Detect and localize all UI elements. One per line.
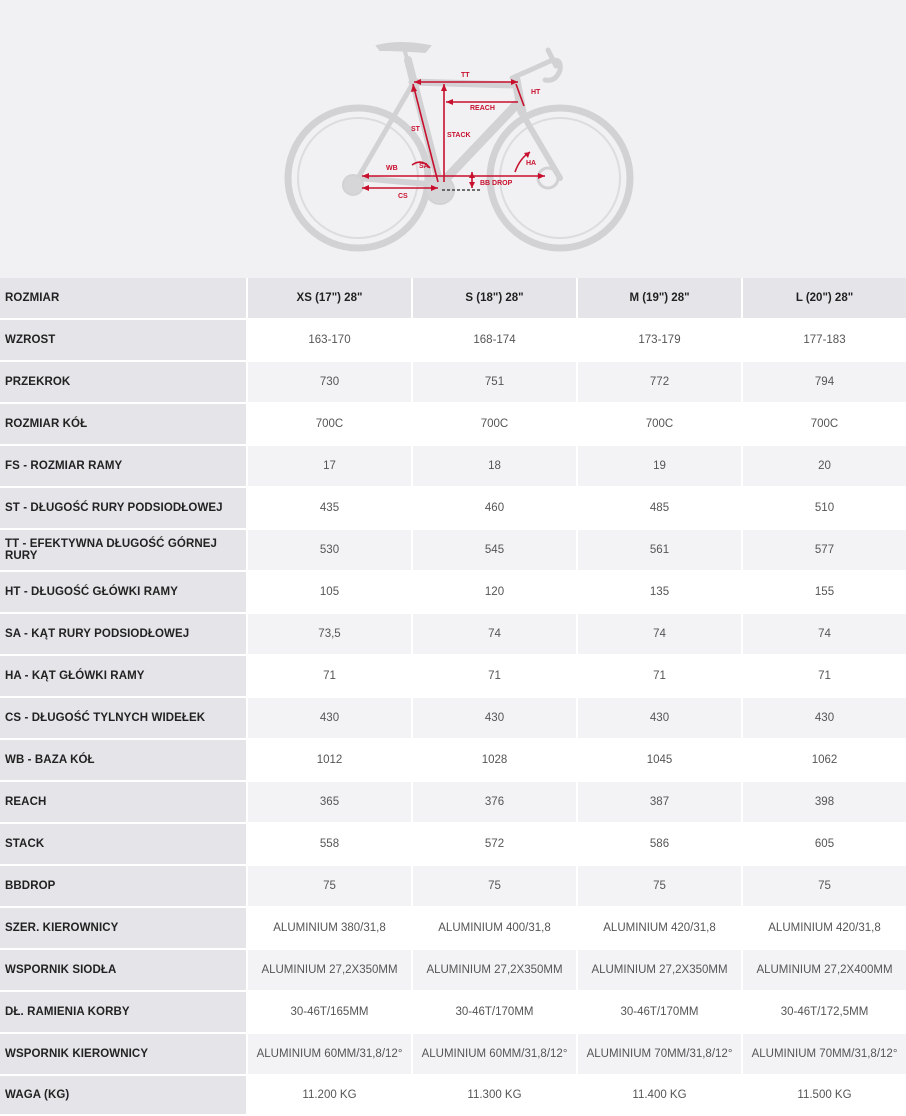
row-label: WSPORNIK SIODŁA bbox=[0, 950, 246, 992]
cell-value: 30-46T/172,5MM bbox=[743, 992, 906, 1034]
cell-value: 17 bbox=[248, 446, 411, 488]
cell-value: 173-179 bbox=[578, 320, 741, 362]
row-label: WAGA (KG) bbox=[0, 1076, 246, 1116]
cell-value: 11.300 KG bbox=[413, 1076, 576, 1116]
cell-value: ALUMINIUM 60MM/31,8/12° bbox=[413, 1034, 576, 1076]
table-row bbox=[0, 908, 906, 950]
cell-value: 700C bbox=[248, 404, 411, 446]
geometry-diagram-panel bbox=[0, 0, 906, 278]
wb-label: WB bbox=[386, 165, 398, 172]
row-label: REACH bbox=[0, 782, 246, 824]
bike-geometry-diagram bbox=[0, 0, 906, 278]
row-label: ST - DŁUGOŚĆ RURY PODSIODŁOWEJ bbox=[0, 488, 246, 530]
ha-label: HA bbox=[526, 160, 537, 167]
cell-value: 168-174 bbox=[413, 320, 576, 362]
geometry-table bbox=[0, 278, 906, 1116]
row-label: ROZMIAR KÓŁ bbox=[0, 404, 246, 446]
cell-value: 105 bbox=[248, 572, 411, 614]
cell-value: ALUMINIUM 400/31,8 bbox=[413, 908, 576, 950]
cell-value: 1045 bbox=[578, 740, 741, 782]
table-row bbox=[0, 950, 906, 992]
cell-value: 75 bbox=[248, 866, 411, 908]
table-header-row bbox=[0, 278, 906, 320]
row-label: WSPORNIK KIEROWNICY bbox=[0, 1034, 246, 1076]
cell-value: ALUMINIUM 380/31,8 bbox=[248, 908, 411, 950]
cell-value: 510 bbox=[743, 488, 906, 530]
header-label-rozmiar: ROZMIAR bbox=[0, 278, 246, 320]
cell-value: ALUMINIUM 70MM/31,8/12° bbox=[578, 1034, 741, 1076]
table-row bbox=[0, 446, 906, 488]
cell-value: 605 bbox=[743, 824, 906, 866]
cell-value: 18 bbox=[413, 446, 576, 488]
table-row bbox=[0, 362, 906, 404]
row-label: STACK bbox=[0, 824, 246, 866]
cell-value: 71 bbox=[743, 656, 906, 698]
stack-label: STACK bbox=[447, 132, 471, 139]
table-row bbox=[0, 488, 906, 530]
cs-label: CS bbox=[398, 193, 408, 200]
st-label: ST bbox=[411, 126, 420, 133]
cell-value: 120 bbox=[413, 572, 576, 614]
cell-value: ALUMINIUM 27,2X400MM bbox=[743, 950, 906, 992]
cell-value: 794 bbox=[743, 362, 906, 404]
row-label: TT - EFEKTYWNA DŁUGOŚĆ GÓRNEJ RURY bbox=[0, 530, 246, 572]
cell-value: 74 bbox=[743, 614, 906, 656]
cell-value: 11.200 KG bbox=[248, 1076, 411, 1116]
cell-value: 155 bbox=[743, 572, 906, 614]
table-row bbox=[0, 1076, 906, 1116]
cell-value: 75 bbox=[578, 866, 741, 908]
cell-value: ALUMINIUM 420/31,8 bbox=[743, 908, 906, 950]
table-row bbox=[0, 656, 906, 698]
cell-value: 430 bbox=[248, 698, 411, 740]
row-label: SA - KĄT RURY PODSIODŁOWEJ bbox=[0, 614, 246, 656]
table-row bbox=[0, 698, 906, 740]
geometry-table-body bbox=[0, 278, 906, 1116]
table-row bbox=[0, 740, 906, 782]
cell-value: 20 bbox=[743, 446, 906, 488]
cell-value: 75 bbox=[743, 866, 906, 908]
cell-value: 365 bbox=[248, 782, 411, 824]
cell-value: 75 bbox=[413, 866, 576, 908]
cell-value: 730 bbox=[248, 362, 411, 404]
row-label: SZER. KIEROWNICY bbox=[0, 908, 246, 950]
table-row bbox=[0, 320, 906, 362]
cell-value: 30-46T/170MM bbox=[578, 992, 741, 1034]
row-label: HT - DŁUGOŚĆ GŁÓWKI RAMY bbox=[0, 572, 246, 614]
cell-value: 545 bbox=[413, 530, 576, 572]
cell-value: 558 bbox=[248, 824, 411, 866]
cell-value: 485 bbox=[578, 488, 741, 530]
size-header-xs: XS (17") 28" bbox=[248, 278, 411, 320]
reach-label: REACH bbox=[470, 105, 495, 112]
bike-frame bbox=[343, 43, 560, 204]
table-row bbox=[0, 614, 906, 656]
cell-value: 572 bbox=[413, 824, 576, 866]
row-label: WB - BAZA KÓŁ bbox=[0, 740, 246, 782]
cell-value: ALUMINIUM 70MM/31,8/12° bbox=[743, 1034, 906, 1076]
cell-value: 586 bbox=[578, 824, 741, 866]
cell-value: 561 bbox=[578, 530, 741, 572]
cell-value: ALUMINIUM 27,2X350MM bbox=[578, 950, 741, 992]
row-label: BBDROP bbox=[0, 866, 246, 908]
cell-value: 430 bbox=[413, 698, 576, 740]
table-row bbox=[0, 1034, 906, 1076]
cell-value: 71 bbox=[413, 656, 576, 698]
cell-value: 700C bbox=[413, 404, 576, 446]
table-row bbox=[0, 404, 906, 446]
table-row bbox=[0, 782, 906, 824]
sa-label: SA bbox=[419, 163, 429, 170]
cell-value: 30-46T/165MM bbox=[248, 992, 411, 1034]
cell-value: ALUMINIUM 420/31,8 bbox=[578, 908, 741, 950]
cell-value: 1028 bbox=[413, 740, 576, 782]
cell-value: 577 bbox=[743, 530, 906, 572]
cell-value: 73,5 bbox=[248, 614, 411, 656]
cell-value: 163-170 bbox=[248, 320, 411, 362]
ht-label: HT bbox=[531, 89, 541, 96]
cell-value: ALUMINIUM 27,2X350MM bbox=[413, 950, 576, 992]
size-header-s: S (18") 28" bbox=[413, 278, 576, 320]
size-header-m: M (19") 28" bbox=[578, 278, 741, 320]
cell-value: 376 bbox=[413, 782, 576, 824]
row-label: HA - KĄT GŁÓWKI RAMY bbox=[0, 656, 246, 698]
cell-value: 74 bbox=[578, 614, 741, 656]
cell-value: 387 bbox=[578, 782, 741, 824]
cell-value: 700C bbox=[743, 404, 906, 446]
cell-value: 177-183 bbox=[743, 320, 906, 362]
cell-value: 135 bbox=[578, 572, 741, 614]
cell-value: ALUMINIUM 60MM/31,8/12° bbox=[248, 1034, 411, 1076]
bbdrop-label: BB DROP bbox=[480, 180, 513, 187]
row-label: DŁ. RAMIENIA KORBY bbox=[0, 992, 246, 1034]
cell-value: 1012 bbox=[248, 740, 411, 782]
row-label: CS - DŁUGOŚĆ TYLNYCH WIDEŁEK bbox=[0, 698, 246, 740]
row-label: FS - ROZMIAR RAMY bbox=[0, 446, 246, 488]
cell-value: 700C bbox=[578, 404, 741, 446]
cell-value: ALUMINIUM 27,2X350MM bbox=[248, 950, 411, 992]
cell-value: 435 bbox=[248, 488, 411, 530]
row-label: WZROST bbox=[0, 320, 246, 362]
row-label: PRZEKROK bbox=[0, 362, 246, 404]
cell-value: 11.500 KG bbox=[743, 1076, 906, 1116]
table-row bbox=[0, 866, 906, 908]
cell-value: 19 bbox=[578, 446, 741, 488]
cell-value: 1062 bbox=[743, 740, 906, 782]
table-row bbox=[0, 572, 906, 614]
table-row bbox=[0, 530, 906, 572]
cell-value: 430 bbox=[578, 698, 741, 740]
size-header-l: L (20") 28" bbox=[743, 278, 906, 320]
cell-value: 71 bbox=[248, 656, 411, 698]
cell-value: 530 bbox=[248, 530, 411, 572]
cell-value: 71 bbox=[578, 656, 741, 698]
cell-value: 751 bbox=[413, 362, 576, 404]
cell-value: 30-46T/170MM bbox=[413, 992, 576, 1034]
cell-value: 11.400 KG bbox=[578, 1076, 741, 1116]
tt-label: TT bbox=[461, 72, 470, 79]
cell-value: 74 bbox=[413, 614, 576, 656]
cell-value: 460 bbox=[413, 488, 576, 530]
cell-value: 430 bbox=[743, 698, 906, 740]
cell-value: 772 bbox=[578, 362, 741, 404]
cell-value: 398 bbox=[743, 782, 906, 824]
table-row bbox=[0, 992, 906, 1034]
table-row bbox=[0, 824, 906, 866]
